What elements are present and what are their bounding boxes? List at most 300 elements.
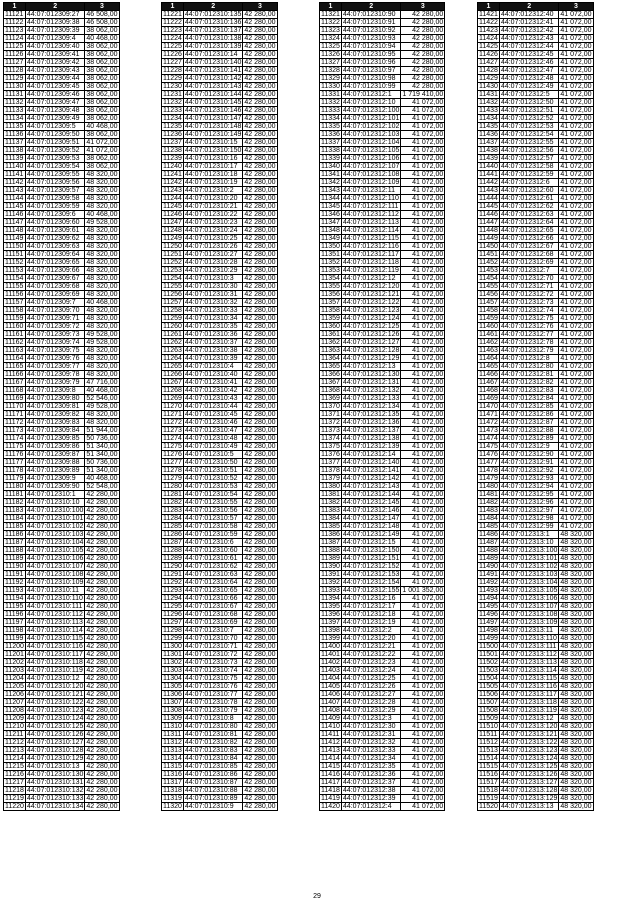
- row-number: 11399: [321, 635, 340, 642]
- table-row: [162, 83, 278, 91]
- cadastral-number: 44:07:012313:107: [500, 603, 558, 610]
- table-row: [320, 699, 445, 707]
- value-cell: 38 062,00: [86, 115, 118, 122]
- table-row: [320, 779, 445, 787]
- table-row: [162, 371, 278, 379]
- cadastral-number: 44:07:012310:118: [25, 659, 84, 667]
- row-number: 11275: [163, 443, 182, 450]
- table-row: [4, 363, 120, 371]
- row-number: 11470: [479, 403, 498, 410]
- cadastral-number: 44:07:012313:109: [500, 619, 558, 626]
- row-number: 11375: [321, 443, 340, 450]
- value-cell: 41 072,00: [560, 171, 592, 178]
- table-row: [4, 739, 120, 747]
- row-number: 11486: [479, 531, 498, 538]
- row-number: 11141: [4, 171, 26, 179]
- row-number: 11234: [163, 115, 182, 122]
- table-row: [320, 795, 445, 803]
- table-row: [4, 115, 120, 123]
- row-number: 11415: [321, 763, 340, 770]
- value-cell: 42 280,00: [244, 331, 276, 338]
- cadastral-number: 44:07:012312:48: [499, 75, 558, 83]
- cadastral-number: 44:07:012310:9: [183, 803, 242, 811]
- table-row: [478, 219, 594, 227]
- table-row: [478, 803, 594, 811]
- cadastral-number: 44:07:012312:13: [341, 363, 400, 371]
- row-number: 11212: [5, 739, 24, 746]
- value-cell: 48 320,00: [560, 795, 592, 802]
- cadastral-number: 44:07:012312:91: [499, 459, 558, 467]
- row-number: 11242: [163, 179, 182, 186]
- value-cell: 42 280,00: [244, 235, 276, 242]
- row-number: 11225: [163, 43, 182, 50]
- cadastral-number: 44:07:012309:6: [25, 211, 84, 219]
- row-number: 11262: [163, 339, 182, 346]
- cadastral-number: 44:07:012310:127: [26, 739, 84, 746]
- cadastral-number: 44:07:012312:38: [341, 787, 400, 795]
- row-number: 11325: [321, 43, 340, 50]
- cadastral-number: 44:07:012312:100: [342, 107, 400, 114]
- cadastral-number: 44:07:012310:37: [183, 339, 242, 347]
- value-cell: 42 280,00: [244, 523, 276, 530]
- table-row: [478, 315, 594, 323]
- value-cell: 42 280,00: [244, 515, 276, 522]
- value-cell: 42 280,00: [401, 75, 445, 83]
- row-number: 11129: [4, 75, 26, 83]
- cadastral-number: 44:07:012310:49: [183, 443, 242, 451]
- value-cell: 41 072,00: [401, 243, 445, 251]
- row-number: 11405: [321, 683, 340, 690]
- value-cell: 41 072,00: [560, 99, 592, 106]
- cadastral-number: 44:07:012312:3: [341, 715, 400, 723]
- value-cell: 48 320,00: [560, 603, 592, 610]
- table-row: [320, 355, 445, 363]
- table-row: [4, 51, 120, 59]
- value-cell: 42 280,00: [244, 755, 276, 762]
- row-number: 11300: [163, 643, 182, 650]
- table-row: [4, 267, 120, 275]
- cadastral-number: 44:07:012313:115: [499, 675, 558, 683]
- cadastral-number: 44:07:012309:76: [25, 355, 84, 363]
- value-cell: 48 320,00: [560, 723, 592, 730]
- cadastral-number: 44:07:012310:131: [26, 779, 84, 786]
- table-row: [478, 451, 594, 459]
- table-row: [478, 163, 594, 171]
- table-row: [320, 579, 445, 587]
- row-number: 11135: [4, 123, 26, 131]
- table-row: [478, 155, 594, 163]
- value-cell: 42 280,00: [244, 771, 276, 778]
- value-cell: 41 072,00: [560, 355, 592, 362]
- table-row: [162, 563, 278, 571]
- cadastral-number: 44:07:012312:88: [499, 427, 558, 435]
- value-cell: 41 072,00: [401, 155, 445, 163]
- table-row: [478, 211, 594, 219]
- row-number: 11201: [5, 651, 24, 658]
- cadastral-number: 44:07:012312:108: [342, 171, 400, 178]
- table-row: [478, 227, 594, 235]
- row-number: 11181: [4, 491, 26, 499]
- value-cell: 38 062,00: [86, 107, 118, 114]
- table-row: [478, 587, 594, 595]
- value-cell: 42 280,00: [244, 339, 276, 346]
- table-row: [320, 163, 445, 171]
- page-number: 29: [313, 893, 321, 900]
- row-number: 11498: [479, 627, 498, 634]
- table-row: [478, 59, 594, 67]
- cadastral-number: 44:07:012309:59: [25, 203, 84, 211]
- table-row: [4, 707, 120, 715]
- value-cell: 42 280,00: [401, 35, 445, 43]
- table-row: [4, 651, 120, 659]
- value-cell: 41 072,00: [560, 499, 592, 506]
- value-cell: 41 072,00: [401, 147, 445, 155]
- row-number: 11456: [479, 291, 498, 298]
- value-cell: 41 072,00: [560, 331, 592, 338]
- value-cell: 42 280,00: [86, 499, 118, 506]
- table-row: [478, 43, 594, 51]
- cadastral-number: 44:07:012310:34: [183, 315, 242, 323]
- value-cell: 41 072,00: [401, 507, 445, 515]
- value-cell: 48 320,00: [86, 235, 118, 242]
- cadastral-number: 44:07:012310:62: [183, 563, 242, 571]
- cadastral-number: 44:07:012310:52: [183, 475, 242, 483]
- table-row: [162, 611, 278, 619]
- table-row: [478, 99, 594, 107]
- cadastral-number: 44:07:012312:130: [342, 371, 400, 378]
- cadastral-number: 44:07:012312:18: [341, 611, 400, 619]
- cadastral-number: 44:07:012312:142: [342, 475, 400, 482]
- value-cell: 42 280,00: [244, 795, 276, 802]
- cadastral-number: 44:07:012310:17: [183, 163, 242, 171]
- table-row: [162, 755, 278, 763]
- row-number: 11369: [321, 395, 340, 402]
- row-number: 11172: [4, 419, 26, 427]
- cadastral-number: 44:07:012310:149: [184, 131, 242, 138]
- cadastral-number: 44:07:012310:138: [184, 35, 242, 42]
- value-cell: 41 072,00: [401, 795, 445, 803]
- row-number: 11466: [479, 371, 498, 378]
- table-row: [320, 411, 445, 419]
- value-cell: 41 072,00: [560, 43, 592, 50]
- table-row: [478, 651, 594, 659]
- value-cell: 41 072,00: [401, 227, 445, 235]
- value-cell: 48 320,00: [86, 187, 118, 194]
- cadastral-number: 44:07:012309:7: [25, 299, 84, 307]
- row-number: 11248: [163, 227, 182, 234]
- table-row: [320, 731, 445, 739]
- table-row: [162, 531, 278, 539]
- row-number: 11441: [479, 171, 498, 178]
- table-row: [478, 339, 594, 347]
- cadastral-number: 44:07:012310:65: [183, 587, 242, 595]
- cadastral-number: 44:07:012312:7: [499, 267, 558, 275]
- row-number: 11392: [321, 579, 340, 586]
- row-number: 11446: [479, 211, 498, 218]
- cadastral-number: 44:07:012310:30: [183, 283, 242, 291]
- value-cell: 48 320,00: [560, 779, 592, 786]
- row-number: 11233: [163, 107, 182, 114]
- value-cell: 42 280,00: [244, 187, 276, 194]
- row-number: 11403: [321, 667, 340, 674]
- table-row: [162, 691, 278, 699]
- table-row: [162, 131, 278, 139]
- row-number: 11465: [479, 363, 498, 370]
- cadastral-number: 44:07:012310:58: [183, 523, 242, 531]
- cadastral-number: 44:07:012313:13: [499, 803, 558, 811]
- table-row: [4, 411, 120, 419]
- table-row: [4, 139, 120, 147]
- table-row: [162, 171, 278, 179]
- cadastral-number: 44:07:012312:98: [499, 515, 558, 523]
- cadastral-number: 44:07:012312:124: [342, 315, 400, 322]
- table-row: [162, 155, 278, 163]
- value-cell: 42 280,00: [244, 603, 276, 610]
- row-number: 11464: [479, 355, 498, 362]
- row-number: 11247: [163, 219, 182, 226]
- value-cell: 41 072,00: [401, 563, 445, 571]
- row-number: 11299: [163, 635, 182, 642]
- row-number: 11363: [321, 347, 340, 354]
- table-row: [4, 547, 120, 555]
- row-number: 11386: [321, 531, 340, 538]
- cadastral-number: 44:07:012310:27: [183, 251, 242, 259]
- row-number: 11433: [479, 107, 498, 114]
- value-cell: 41 072,00: [560, 347, 592, 354]
- table-row: [162, 179, 278, 187]
- row-number: 11202: [5, 659, 24, 666]
- value-cell: 48 320,00: [560, 563, 592, 570]
- cadastral-number: 44:07:012310:32: [183, 299, 242, 307]
- table-row: [320, 259, 445, 267]
- cadastral-number: 44:07:012312:92: [499, 467, 558, 475]
- value-cell: 41 072,00: [560, 27, 592, 34]
- table-row: [320, 539, 445, 547]
- cadastral-number: 44:07:012312:155: [342, 587, 400, 594]
- value-cell: 41 072,00: [560, 107, 592, 114]
- table-row: [162, 627, 278, 635]
- cadastral-number: 44:07:012309:74: [25, 339, 84, 347]
- header-row: [4, 3, 120, 11]
- table-row: [320, 227, 445, 235]
- table-row: [320, 627, 445, 635]
- value-cell: 42 280,00: [244, 507, 276, 514]
- cadastral-number: 44:07:012309:46: [25, 91, 84, 99]
- cadastral-number: 44:07:012309:50: [25, 131, 84, 139]
- table-row: [162, 803, 278, 811]
- row-number: 11219: [5, 795, 24, 802]
- row-number: 11515: [479, 763, 498, 770]
- row-number: 11491: [479, 571, 498, 578]
- cadastral-number: 44:07:012312:84: [499, 395, 558, 403]
- value-cell: 42 280,00: [86, 715, 118, 722]
- value-cell: 41 072,00: [401, 547, 445, 555]
- table-row: [478, 299, 594, 307]
- cadastral-number: 44:07:012309:64: [25, 251, 84, 259]
- table-row: [4, 307, 120, 315]
- row-number: 11475: [479, 443, 498, 450]
- table-row: [4, 371, 120, 379]
- cadastral-number: 44:07:012313:126: [500, 771, 558, 778]
- row-number: 11339: [321, 155, 340, 162]
- row-number: 11282: [163, 499, 182, 506]
- table-row: [478, 611, 594, 619]
- row-number: 11359: [321, 315, 340, 322]
- row-number: 11453: [479, 267, 498, 274]
- table-row: [4, 803, 120, 811]
- cadastral-number: 44:07:012312:57: [499, 155, 558, 163]
- value-cell: 41 072,00: [401, 355, 445, 363]
- cadastral-number: 44:07:012312:41: [499, 19, 558, 27]
- row-number: 11514: [479, 755, 498, 762]
- row-number: 11499: [479, 635, 498, 642]
- cadastral-number: 44:07:012309:4: [25, 35, 84, 43]
- cadastral-number: 44:07:012312:65: [499, 227, 558, 235]
- value-cell: 1 001 352,00: [402, 587, 444, 594]
- table-row: [478, 403, 594, 411]
- cadastral-number: 44:07:012309:71: [25, 315, 84, 323]
- row-number: 11187: [4, 539, 26, 547]
- value-cell: 41 072,00: [560, 459, 592, 466]
- table-row: [162, 59, 278, 67]
- value-cell: 41 072,00: [401, 451, 445, 459]
- cadastral-number: 44:07:012312:81: [499, 371, 558, 379]
- value-cell: 42 280,00: [244, 107, 276, 114]
- cadastral-number: 44:07:012309:43: [25, 67, 84, 75]
- table-row: [320, 67, 445, 75]
- value-cell: 41 072,00: [560, 35, 592, 42]
- value-cell: 42 280,00: [86, 739, 118, 746]
- table-row: [162, 771, 278, 779]
- row-number: 11180: [4, 483, 26, 491]
- row-number: 11179: [4, 475, 26, 483]
- table-row: [478, 131, 594, 139]
- row-number: 11245: [163, 203, 182, 210]
- cadastral-number: 44:07:012310:56: [183, 507, 242, 515]
- table-row: [320, 203, 445, 211]
- cadastral-number: 44:07:012312:56: [499, 147, 558, 155]
- row-number: 11294: [163, 595, 182, 602]
- table-row: [478, 107, 594, 115]
- row-number: 11487: [479, 539, 498, 546]
- row-number: 11435: [479, 123, 498, 130]
- cadastral-number: 44:07:012310:107: [26, 563, 84, 570]
- row-number: 11387: [321, 539, 340, 546]
- table-row: [4, 435, 120, 443]
- table-row: [478, 523, 594, 531]
- table-row: [162, 99, 278, 107]
- table-row: [4, 59, 120, 67]
- value-cell: 48 320,00: [86, 259, 118, 266]
- cadastral-number: 44:07:012310:55: [183, 499, 242, 507]
- table-row: [4, 531, 120, 539]
- cadastral-number: 44:07:012310:136: [184, 19, 242, 26]
- value-cell: 41 072,00: [401, 235, 445, 243]
- cadastral-number: 44:07:012313:101: [500, 555, 558, 562]
- table-row: [4, 259, 120, 267]
- value-cell: 40 468,00: [86, 211, 118, 218]
- cadastral-number: 44:07:012312:5: [499, 91, 558, 99]
- cadastral-number: 44:07:012312:2: [341, 627, 400, 635]
- cadastral-number: 44:07:012310:144: [184, 91, 242, 98]
- value-cell: 41 072,00: [401, 323, 445, 331]
- value-cell: 38 062,00: [86, 155, 118, 162]
- value-cell: 42 280,00: [244, 491, 276, 498]
- row-number: 11285: [163, 523, 182, 530]
- table-row: [320, 91, 445, 99]
- row-number: 11437: [479, 139, 498, 146]
- cadastral-number: 44:07:012313:129: [500, 795, 558, 802]
- row-number: 11490: [479, 563, 498, 570]
- row-number: 11257: [163, 299, 182, 306]
- row-number: 11505: [479, 683, 498, 690]
- row-number: 11174: [4, 435, 26, 443]
- table-row: [320, 755, 445, 763]
- cadastral-number: 44:07:012313:122: [500, 739, 558, 746]
- value-cell: 41 072,00: [401, 659, 445, 667]
- table-row: [4, 579, 120, 587]
- table-row: [162, 507, 278, 515]
- cadastral-number: 44:07:012309:56: [25, 179, 84, 187]
- cadastral-number: 44:07:012310:3: [183, 275, 242, 283]
- value-cell: 41 072,00: [401, 787, 445, 795]
- table-row: [478, 491, 594, 499]
- cadastral-number: 44:07:012310:5: [183, 451, 242, 459]
- table-row: [320, 187, 445, 195]
- row-number: 11263: [163, 347, 182, 354]
- value-cell: 42 280,00: [86, 587, 118, 594]
- row-number: 11478: [479, 467, 498, 474]
- cadastral-number: 44:07:012312:147: [342, 515, 400, 522]
- cadastral-number: 44:07:012312:114: [341, 227, 400, 235]
- cadastral-number: 44:07:012312:27: [341, 691, 400, 699]
- value-cell: 48 320,00: [560, 747, 592, 754]
- cadastral-number: 44:07:012312:66: [499, 235, 558, 243]
- value-cell: 41 072,00: [401, 187, 445, 195]
- table-row: [4, 275, 120, 283]
- table-row: [478, 251, 594, 259]
- row-number: 11208: [5, 707, 24, 714]
- value-cell: 48 320,00: [86, 283, 118, 290]
- table-row: [320, 683, 445, 691]
- cadastral-number: 44:07:012310:134: [26, 803, 84, 810]
- row-number: 11164: [4, 355, 26, 363]
- table-row: [320, 35, 445, 43]
- table-row: [4, 163, 120, 171]
- table-row: [320, 323, 445, 331]
- row-number: 11243: [163, 187, 182, 194]
- table-row: [478, 371, 594, 379]
- row-number: 11409: [321, 715, 340, 722]
- table-row: [320, 563, 445, 571]
- row-number: 11250: [163, 243, 182, 250]
- table-row: [162, 411, 278, 419]
- table-row: [4, 771, 120, 779]
- table-row: [162, 491, 278, 499]
- table-row: [320, 643, 445, 651]
- row-number: 11489: [479, 555, 498, 562]
- row-number: 11443: [479, 187, 498, 194]
- cadastral-number: 44:07:012312:19: [341, 619, 400, 627]
- cadastral-number: 44:07:012312:8: [499, 355, 558, 363]
- table-row: [4, 379, 120, 387]
- value-cell: 42 280,00: [244, 411, 276, 418]
- cadastral-number: 44:07:012309:47: [25, 99, 84, 107]
- table-row: [320, 395, 445, 403]
- cadastral-number: 44:07:012312:30: [341, 723, 400, 731]
- value-cell: 48 320,00: [560, 555, 592, 562]
- cadastral-number: 44:07:012309:81: [25, 403, 84, 411]
